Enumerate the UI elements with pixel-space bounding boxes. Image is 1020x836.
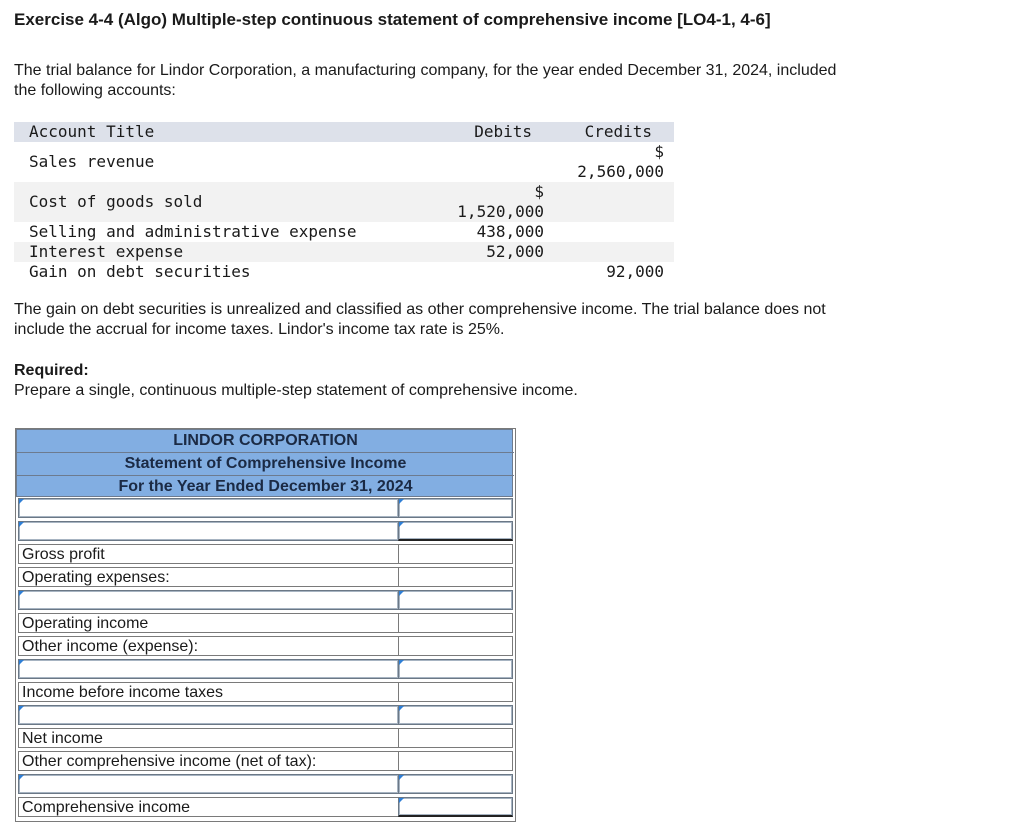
amount-input[interactable] [398, 590, 513, 610]
amount-input[interactable] [398, 774, 513, 794]
intro-line-2: the following accounts: [14, 82, 176, 99]
debit-selling-admin: 438,000 [476, 222, 544, 241]
debit-interest-expense: 52,000 [486, 242, 544, 261]
statement-row [16, 613, 515, 635]
table-row [14, 242, 674, 262]
statement-period: For the Year Ended December 31, 2024 [118, 478, 413, 495]
statement-title: Statement of Comprehensive Income [124, 455, 407, 472]
exercise-title: Exercise 4-4 (Algo) Multiple-step continuous statement of comprehensive income [LO4-1, 4-6] [14, 10, 771, 29]
statement-row [16, 636, 515, 658]
operating-income-label: Operating income [18, 613, 399, 633]
header-debits: Debits [474, 122, 532, 141]
statement-row [16, 797, 515, 819]
statement-row [16, 682, 515, 704]
currency-symbol: $ [654, 142, 664, 161]
account-selling-admin: Selling and administrative expense [29, 222, 357, 241]
currency-symbol: $ [534, 182, 544, 201]
trial-balance-header [14, 122, 674, 142]
blank-cell [398, 728, 513, 748]
table-row [14, 182, 674, 222]
account-select[interactable] [18, 590, 399, 610]
account-interest-expense: Interest expense [29, 242, 184, 261]
amount-input[interactable] [398, 659, 513, 679]
account-sales-revenue: Sales revenue [29, 152, 155, 171]
statement-form [15, 428, 516, 822]
operating-expenses-label: Operating expenses: [18, 567, 399, 587]
account-select[interactable] [18, 498, 399, 518]
required-text: Prepare a single, continuous multiple-step statement of comprehensive income. [14, 382, 578, 399]
account-select[interactable] [18, 774, 399, 794]
debit-cost-of-goods-sold: 1,520,000 [457, 202, 544, 221]
statement-row [16, 659, 515, 681]
statement-header [16, 429, 513, 497]
amount-input[interactable] [398, 498, 513, 518]
blank-cell [398, 567, 513, 587]
amount-input[interactable] [398, 521, 513, 541]
account-gain-debt-securities: Gain on debt securities [29, 262, 251, 281]
account-select[interactable] [18, 659, 399, 679]
table-row [14, 142, 674, 182]
statement-row [16, 567, 515, 589]
required-heading: Required: [14, 362, 89, 379]
blank-cell [398, 751, 513, 771]
blank-cell [398, 613, 513, 633]
account-select[interactable] [18, 705, 399, 725]
statement-row [16, 774, 515, 796]
statement-row [16, 590, 515, 612]
statement-row [16, 498, 515, 520]
credit-sales-revenue: 2,560,000 [577, 162, 664, 181]
amount-input[interactable] [398, 705, 513, 725]
account-select[interactable] [18, 521, 399, 541]
blank-cell [398, 636, 513, 656]
comprehensive-income-label: Comprehensive income [18, 797, 399, 817]
intro-line-1: The trial balance for Lindor Corporation, a manufacturing company, for the year ended December 31, 2024, included [14, 62, 837, 79]
note-text [14, 300, 974, 340]
statement-row [16, 728, 515, 750]
table-row [14, 222, 674, 242]
account-cost-of-goods-sold: Cost of goods sold [29, 192, 203, 211]
note-line-1: The gain on debt securities is unrealized and classified as other comprehensive income. The trial balance does not [14, 301, 826, 318]
amount-input[interactable] [398, 797, 513, 817]
income-before-taxes-label: Income before income taxes [18, 682, 399, 702]
company-name: LINDOR CORPORATION [173, 432, 358, 449]
blank-cell [398, 682, 513, 702]
gross-profit-label: Gross profit [18, 544, 399, 564]
credit-gain-debt-securities: 92,000 [606, 262, 664, 281]
note-line-2: include the accrual for income taxes. Lindor's income tax rate is 25%. [14, 321, 505, 338]
header-account-title: Account Title [29, 122, 155, 141]
header-credits: Credits [584, 122, 652, 141]
table-row [14, 262, 674, 282]
statement-row [16, 544, 515, 566]
net-income-label: Net income [18, 728, 399, 748]
statement-row [16, 521, 515, 543]
statement-row [16, 751, 515, 773]
other-income-label: Other income (expense): [18, 636, 399, 656]
statement-row [16, 705, 515, 727]
oci-label: Other comprehensive income (net of tax): [18, 751, 399, 771]
intro-text [14, 61, 974, 101]
